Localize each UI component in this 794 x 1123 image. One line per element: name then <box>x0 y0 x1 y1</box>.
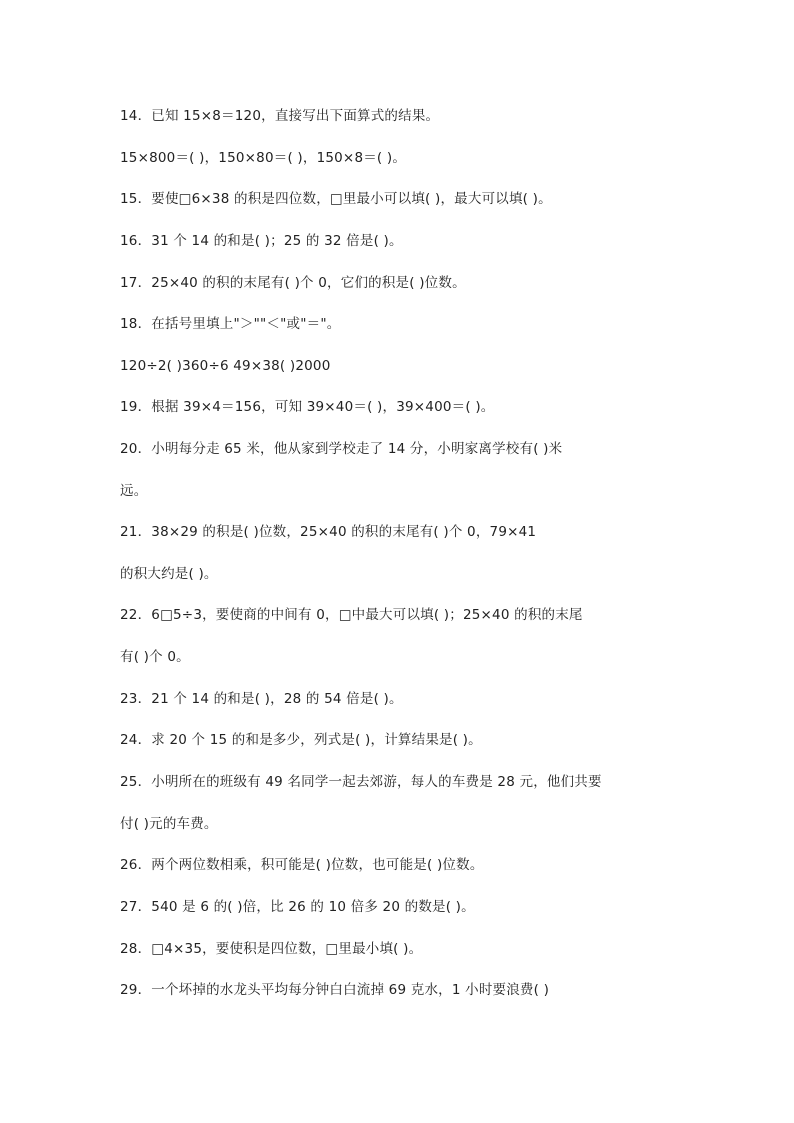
question-18-text: 18．在括号里填上"＞""＜"或"＝"。 <box>120 316 341 332</box>
question-21-text: 21．38×29 的积是( )位数，25×40 的积的末尾有( )个 0，79×41 <box>120 524 537 540</box>
question-27-text: 27．540 是 6 的( )倍，比 26 的 10 倍多 20 的数是( )。 <box>120 899 475 915</box>
question-14-text: 14．已知 15×8＝120，直接写出下面算式的结果。 <box>120 108 440 124</box>
question-21-continuation: 的积大约是( )。 <box>120 566 218 582</box>
question-16-text: 16．31 个 14 的和是( )；25 的 32 倍是( )。 <box>120 233 403 249</box>
question-14-expressions: 15×800＝( )，150×80＝( )，150×8＝( )。 <box>120 150 407 166</box>
question-22-continuation: 有( )个 0。 <box>120 649 190 665</box>
question-24-text: 24．求 20 个 15 的和是多少，列式是( )，计算结果是( )。 <box>120 732 482 748</box>
question-29-text: 29．一个坏掉的水龙头平均每分钟白白流掉 69 克水，1 小时要浪费( ) <box>120 982 550 998</box>
question-25-text: 25．小明所在的班级有 49 名同学一起去郊游，每人的车费是 28 元，他们共要 <box>120 774 602 790</box>
question-23-text: 23．21 个 14 的和是( )，28 的 54 倍是( )。 <box>120 691 403 707</box>
question-28-text: 28．□4×35，要使积是四位数，□里最小填( )。 <box>120 941 423 957</box>
question-15-text: 15．要使□6×38 的积是四位数，□里最小可以填( )，最大可以填( )。 <box>120 191 552 207</box>
question-18-comparisons: 120÷2( )360÷6 49×38( )2000 <box>120 358 331 374</box>
question-26-text: 26．两个两位数相乘，积可能是( )位数，也可能是( )位数。 <box>120 857 484 873</box>
question-25-continuation: 付( )元的车费。 <box>120 816 218 832</box>
question-17-text: 17．25×40 的积的末尾有( )个 0，它们的积是( )位数。 <box>120 275 466 291</box>
question-20-continuation: 远。 <box>120 483 148 499</box>
question-20-text: 20．小明每分走 65 米，他从家到学校走了 14 分，小明家离学校有( )米 <box>120 441 563 457</box>
question-19-text: 19．根据 39×4＝156，可知 39×40＝( )，39×400＝( )。 <box>120 399 495 415</box>
question-22-text: 22．6□5÷3，要使商的中间有 0，□中最大可以填( )；25×40 的积的末尾 <box>120 607 583 623</box>
